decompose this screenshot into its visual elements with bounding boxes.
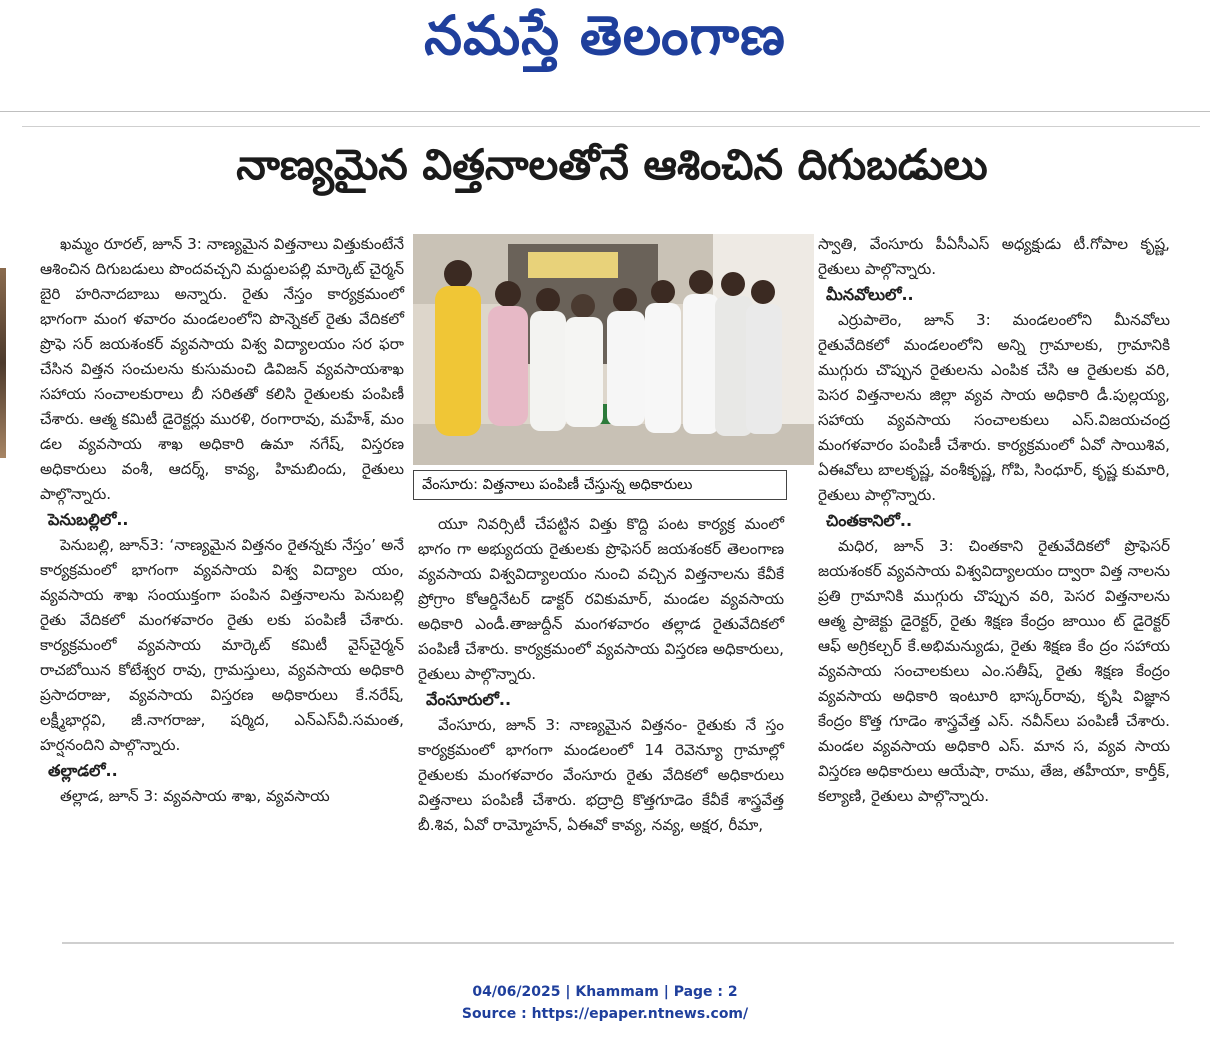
newspaper-logo: నమస్తే తెలంగాణ	[424, 4, 786, 67]
source-link[interactable]: Source : https://epaper.ntnews.com/	[461, 1006, 749, 1022]
subheading: చింతకానిలో..	[826, 511, 913, 530]
headline: నాణ్యమైన విత్తనాలతోనే ఆశించిన దిగుబడులు	[236, 140, 988, 189]
divider	[22, 126, 1200, 127]
masthead	[0, 0, 1210, 112]
subheading: మీనవోలులో..	[826, 285, 914, 304]
article-column-1	[40, 232, 404, 809]
adjacent-photo-fragment	[0, 268, 6, 458]
paragraph: పెనుబల్లి, జూన్‌3: ‘నాణ్యమైన విత్తనం రైతన్నకు నేస్తం’ అనే కార్యక్రమంలో భాగంగా వ్యవసాయ విశ్వ విద్యాల యం, వ్యవసాయ శాఖ సంయుక్తంగా పంపిన విత్తనాలను పెనుబల్లి రైతు వేదికలో మంగళవారం రైతు లకు పంపిణీ చేశారు. కార్యక్రమంలో వ్యవసాయ మార్కెట్‌ కమిటీ వైస్‌చైర్మన్‌ రాచబోయిన కోటేశ్వర రావు, గ్రామస్తులు, వ్యవసాయ అధికారి ప్రసాదరాజు, వ్యవసాయ విస్తరణ అధికారులు కే.నరేష్‌, లక్ష్మీభార్గవి, జీ.నాగరాజు, షర్మిద, ఎన్‌ఎస్‌వీ.సమంత, హర్షనందిని పాల్గొన్నారు.	[40, 536, 404, 754]
paragraph: మధిర, జూన్‌ 3: చింతకాని రైతువేదికలో ప్రొఫెసర్‌ జయశంకర్‌ వ్యవసాయ విశ్వవిద్యాలయం ద్వారా విత్త నాలను ప్రతి గ్రామానికి ముగ్గురు చొప్పున వరి, పెసర విత్తనాలను ఆత్మ ప్రాజెక్టు డైరెక్టర్‌, రైతు శిక్షణ కేంద్రం జాయిం ట్‌ డైరెక్టర్‌ ఆఫ్‌ అగ్రికల్చర్‌ కే.అభిమన్యుడు, రైతు శిక్షణ కేం ద్రం సహాయ వ్యవసాయ సంచాలకులు ఎం.సతీష్‌, రైతు శిక్షణ కేంద్రం వ్యవసాయ అధికారి ఇంటూరి భాస్కర్‌రావు, కృషి విజ్ఞాన కేంద్రం కొత్త గూడెం శాస్త్రవేత్త ఎస్‌. నవీన్‌లు పంపిణీ చేశారు. మండల వ్యవసాయ అధికారి ఎస్‌. మాన స, వ్యవ సాయ విస్తరణ అధికారులు ఆయేషా, రాము, తేజ, తహీయా, కార్తీక్‌, కల్యాణి, రైతులు పాల్గొన్నారు.	[818, 537, 1170, 805]
subheading: తల్లాడలో..	[48, 761, 118, 780]
paragraph: స్వాతి, వేంసూరు పీఏసీఎస్‌ అధ్యక్షుడు టీ.గోపాల కృష్ణ, రైతులు పాల్గొన్నారు.	[818, 235, 1170, 278]
paragraph: తల్లాడ, జూన్‌ 3: వ్యవసాయ శాఖ, వ్యవసాయ	[60, 787, 330, 805]
page-info: 04/06/2025 | Khammam | Page : 2	[472, 984, 738, 1000]
article-column-2	[418, 512, 784, 838]
paragraph: ఖమ్మం రూరల్‌, జూన్‌ 3: నాణ్యమైన విత్తనాలు విత్తుకుంటేనే ఆశించిన దిగుబడులు పొందవచ్చని మద్దులపల్లి మార్కెట్‌ చైర్మన్‌ బైరి హరినాదబాబు అన్నారు. రైతు నేస్తం కార్యక్రమంలో భాగంగా మంగ ళవారం మండలంలోని పొన్నెకల్‌ రైతు వేదికలో ప్రొఫె సర్‌ జయశంకర్‌ వ్యవసాయ విశ్వ విద్యాలయం సర ఫరా చేసిన విత్తన సంచులను కుసుమంచి డివిజన్‌ వ్యవసాయశాఖ సహాయ సంచాలకురాలు బీ సరితతో కలిసి రైతులకు పంపిణీ చేశారు. ఆత్మ కమిటీ డైరెక్టర్లు మురళి, రంగారావు, మహేశ్‌, మం డల వ్యవసాయ శాఖ అధికారి ఉమా నగేష్‌, విస్తరణ అధికారులు వంశీ, ఆదర్శ్‌, కావ్య, హిమబిందు, రైతులు పాల్గొన్నారు.	[40, 235, 404, 503]
article-column-3	[818, 232, 1170, 809]
subheading: వేంసూరులో..	[426, 690, 512, 709]
paragraph: వేంసూరు, జూన్‌ 3: నాణ్యమైన విత్తనం- రైతుకు నే స్తం కార్యక్రమంలో భాగంగా మండలంలో 14 రెవెన్యూ గ్రామాల్లో రైతులకు మంగళవారం వేంసూరు రైతు వేదికలో అధికారులు విత్తనాలు పంపిణీ చేశారు. భద్రాద్రి కొత్తగూడెం కేవీకే శాస్త్రవేత్త బీ.శివ, ఏవో రామ్మోహన్‌, ఏఈవో కావ్య, నవ్య, అక్షర, రీమా,	[418, 716, 784, 834]
divider	[62, 942, 1174, 944]
group-photo-illustration	[413, 234, 814, 465]
paragraph: యూ నివర్సిటీ చేపట్టిన విత్తు కొద్ది పంట కార్యక్ర మంలో భాగం గా అభ్యుదయ రైతులకు ప్రొఫెసర్‌ జయశంకర్‌ తెలంగాణ వ్యవసాయ విశ్వవిద్యాలయం నుంచి వచ్చిన విత్తనాలను కేవీకే ప్రోగ్రాం కోఆర్డినేటర్‌ డాక్టర్‌ రవికుమార్‌, మండల వ్యవసాయ అధికారి ఎండీ.తాజుద్దీన్‌ మంగళవారం తల్లాడ రైతువేదికలో పంపిణీ చేశారు. కార్యక్రమంలో వ్యవసాయ విస్తరణ అధికారులు, రైతులు పాల్గొన్నారు.	[418, 515, 784, 683]
adjacent-page-edge	[0, 128, 14, 963]
news-photo	[413, 234, 814, 465]
subheading: పెనుబల్లిలో..	[48, 510, 129, 529]
photo-caption: వేంసూరు: విత్తనాలు పంపిణీ చేస్తున్న అధికారులు	[413, 470, 787, 500]
paragraph: ఎర్రుపాలెం, జూన్‌ 3: మండలంలోని మీనవోలు రైతువేదికలో మండలంలోని అన్ని గ్రామాలకు, గ్రామానికి ముగ్గురు చొప్పున రైతులను ఎంపిక చేసి ఆ రైతులకు వరి, పెసర విత్తనాలను జిల్లా వ్యవ సాయ అధికారి డీ.పుల్లయ్య, సహాయ వ్యవసాయ సంచాలకులు ఎస్‌.విజయచంద్ర మంగళవారం పంపిణీ చేశారు. కార్యక్రమంలో ఏవో సాయిశివ, ఏఈవోలు బాలకృష్ణ, వంశీకృష్ణ, గోపి, సింధూర్‌, కృష్ణ కుమారి, రైతులు పాల్గొన్నారు.	[818, 311, 1170, 504]
